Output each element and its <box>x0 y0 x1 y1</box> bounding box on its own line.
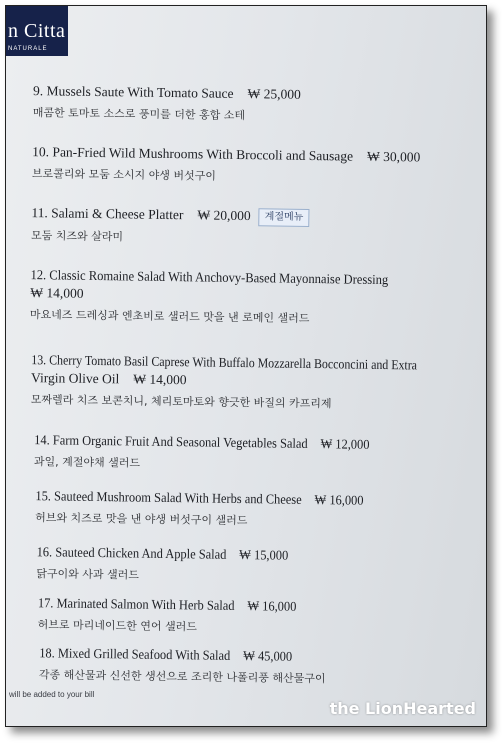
menu-item-13 <box>31 351 470 414</box>
item-name: 13. Cherry Tomato Basil Caprese With Buffalo Mozzarella Bocconcini and Extra <box>31 352 418 373</box>
item-korean: 브로콜리와 모둠 소시지 야생 버섯구이 <box>31 167 217 183</box>
item-name: 10. Pan-Fried Wild Mushrooms With Broccoli and Sausage <box>32 144 354 164</box>
footer-note: will be added to your bill <box>9 690 95 699</box>
item-korean: 매콤한 토마토 소스로 풍미를 더한 홍합 소테 <box>32 106 246 123</box>
menu-item-17 <box>38 594 319 637</box>
item-price: ₩ 12,000 <box>320 436 370 452</box>
item-name: 12. Classic Romaine Salad With Anchovy-Based Mayonnaise Dressing <box>30 267 389 288</box>
seasonal-menu-badge: 계절메뉴 <box>259 208 310 227</box>
menu-item-11 <box>31 204 310 248</box>
logo-subtitle: NATURALE <box>8 46 48 52</box>
item-name: 14. Farm Organic Fruit And Seasonal Vegetables Salad <box>34 432 308 451</box>
item-price: ₩ 15,000 <box>239 547 289 563</box>
item-korean: 과일, 계절야채 샐러드 <box>33 455 141 470</box>
menu-item-16 <box>36 543 310 586</box>
item-korean: 마요네즈 드레싱과 엔초비로 샐러드 맛을 낸 로메인 샐러드 <box>29 308 310 325</box>
menu-list <box>5 6 486 727</box>
item-price: ₩ 14,000 <box>30 285 84 301</box>
item-name: 16. Sauteed Chicken And Apple Salad <box>36 544 227 562</box>
item-name: 9. Mussels Saute With Tomato Sauce <box>32 83 234 101</box>
menu-photo <box>5 5 487 727</box>
menu-item-9 <box>33 82 301 125</box>
menu-item-14 <box>34 431 399 475</box>
item-korean: 각종 해산물과 신선한 생선으로 조리한 나폴리풍 해산물구이 <box>38 668 326 686</box>
item-price: ₩ 45,000 <box>243 648 293 664</box>
item-price: ₩ 16,000 <box>247 598 297 614</box>
item-korean: 닭구이와 사과 샐러드 <box>36 567 140 582</box>
item-price: ₩ 20,000 <box>197 207 251 224</box>
item-price: ₩ 16,000 <box>314 492 364 508</box>
item-name-continued: Virgin Olive Oil <box>30 370 120 387</box>
item-korean: 허브와 치즈로 맛을 낸 야생 버섯구이 샐러드 <box>35 511 248 528</box>
logo-name: n Citta <box>8 20 66 42</box>
photographer-watermark: the LionHearted <box>329 699 476 718</box>
item-name: 15. Sauteed Mushroom Salad With Herbs and Cheese <box>35 488 302 507</box>
item-price: ₩ 25,000 <box>247 86 301 102</box>
item-price: ₩ 14,000 <box>133 371 187 388</box>
menu-item-15 <box>35 487 392 531</box>
item-name: 18. Mixed Grilled Seafood With Salad <box>39 645 231 663</box>
item-name: 17. Marinated Salmon With Herb Salad <box>37 595 235 613</box>
menu-item-10 <box>32 143 421 187</box>
item-korean: 모둠 치즈와 살라미 <box>30 229 124 244</box>
menu-item-12 <box>30 266 415 328</box>
item-korean: 모짜렐라 치즈 보콘치니, 체리토마토와 향긋한 바질의 카프리제 <box>30 393 332 411</box>
item-korean: 허브로 마리네이드한 연어 샐러드 <box>37 618 197 634</box>
item-price: ₩ 30,000 <box>367 148 421 165</box>
menu-item-18 <box>39 644 326 687</box>
item-name: 11. Salami & Cheese Platter <box>31 205 184 223</box>
